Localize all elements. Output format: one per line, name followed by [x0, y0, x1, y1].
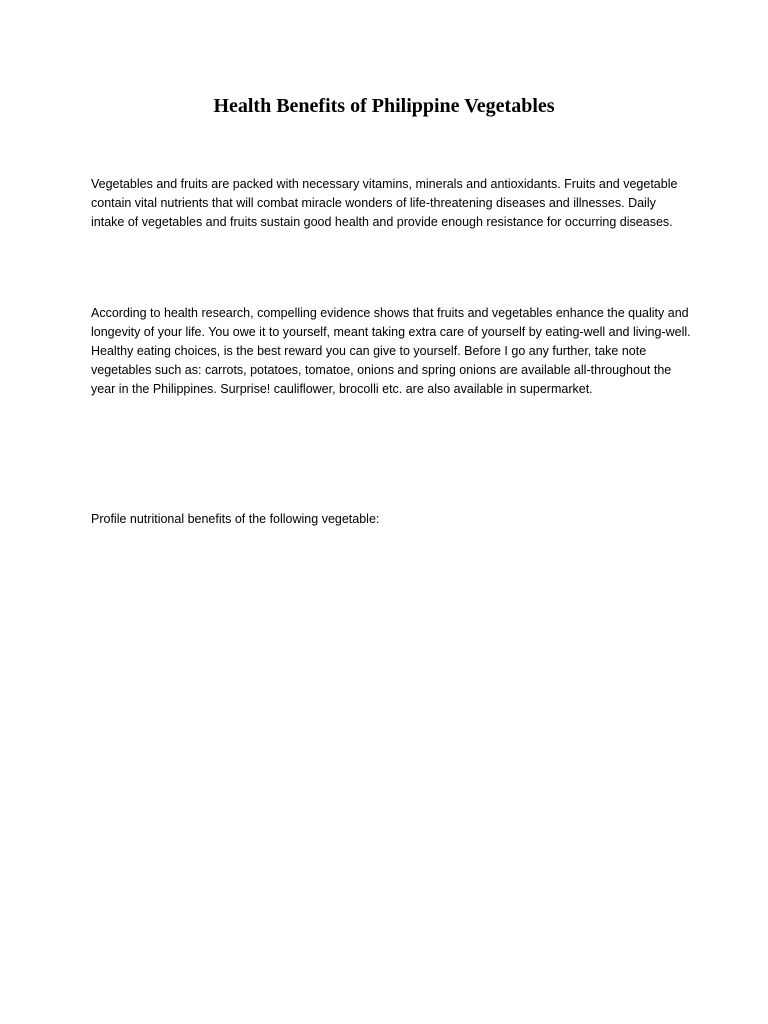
paragraph-intro: Vegetables and fruits are packed with necessary vitamins, minerals and antioxidants. Fruits and vegetable contain vital nutrients that will combat miracle wonders of life-threatening diseases and illnesses. Daily intake of vegetables and fruits sustain good health and provide enough resistance for occurring diseases.	[91, 177, 678, 229]
document-title: Health Benefits of Philippine Vegetables	[213, 95, 555, 117]
paragraph-profile-heading: Profile nutritional benefits of the following vegetable:	[91, 512, 380, 526]
paragraph-research: According to health research, compelling evidence shows that fruits and vegetables enhance the quality and longevity of your life. You owe it to yourself, meant taking extra care of yourself by eating-well and living-well. Healthy eating choices, is the best reward you can give to yourself. Before I go any further, take note vegetables such as: carrots, potatoes, tomatoe, onions and spring onions are available all-throughout the year in the Philippines. Surprise! cauliflower, brocolli etc. are also available in supermarket.	[91, 306, 691, 396]
